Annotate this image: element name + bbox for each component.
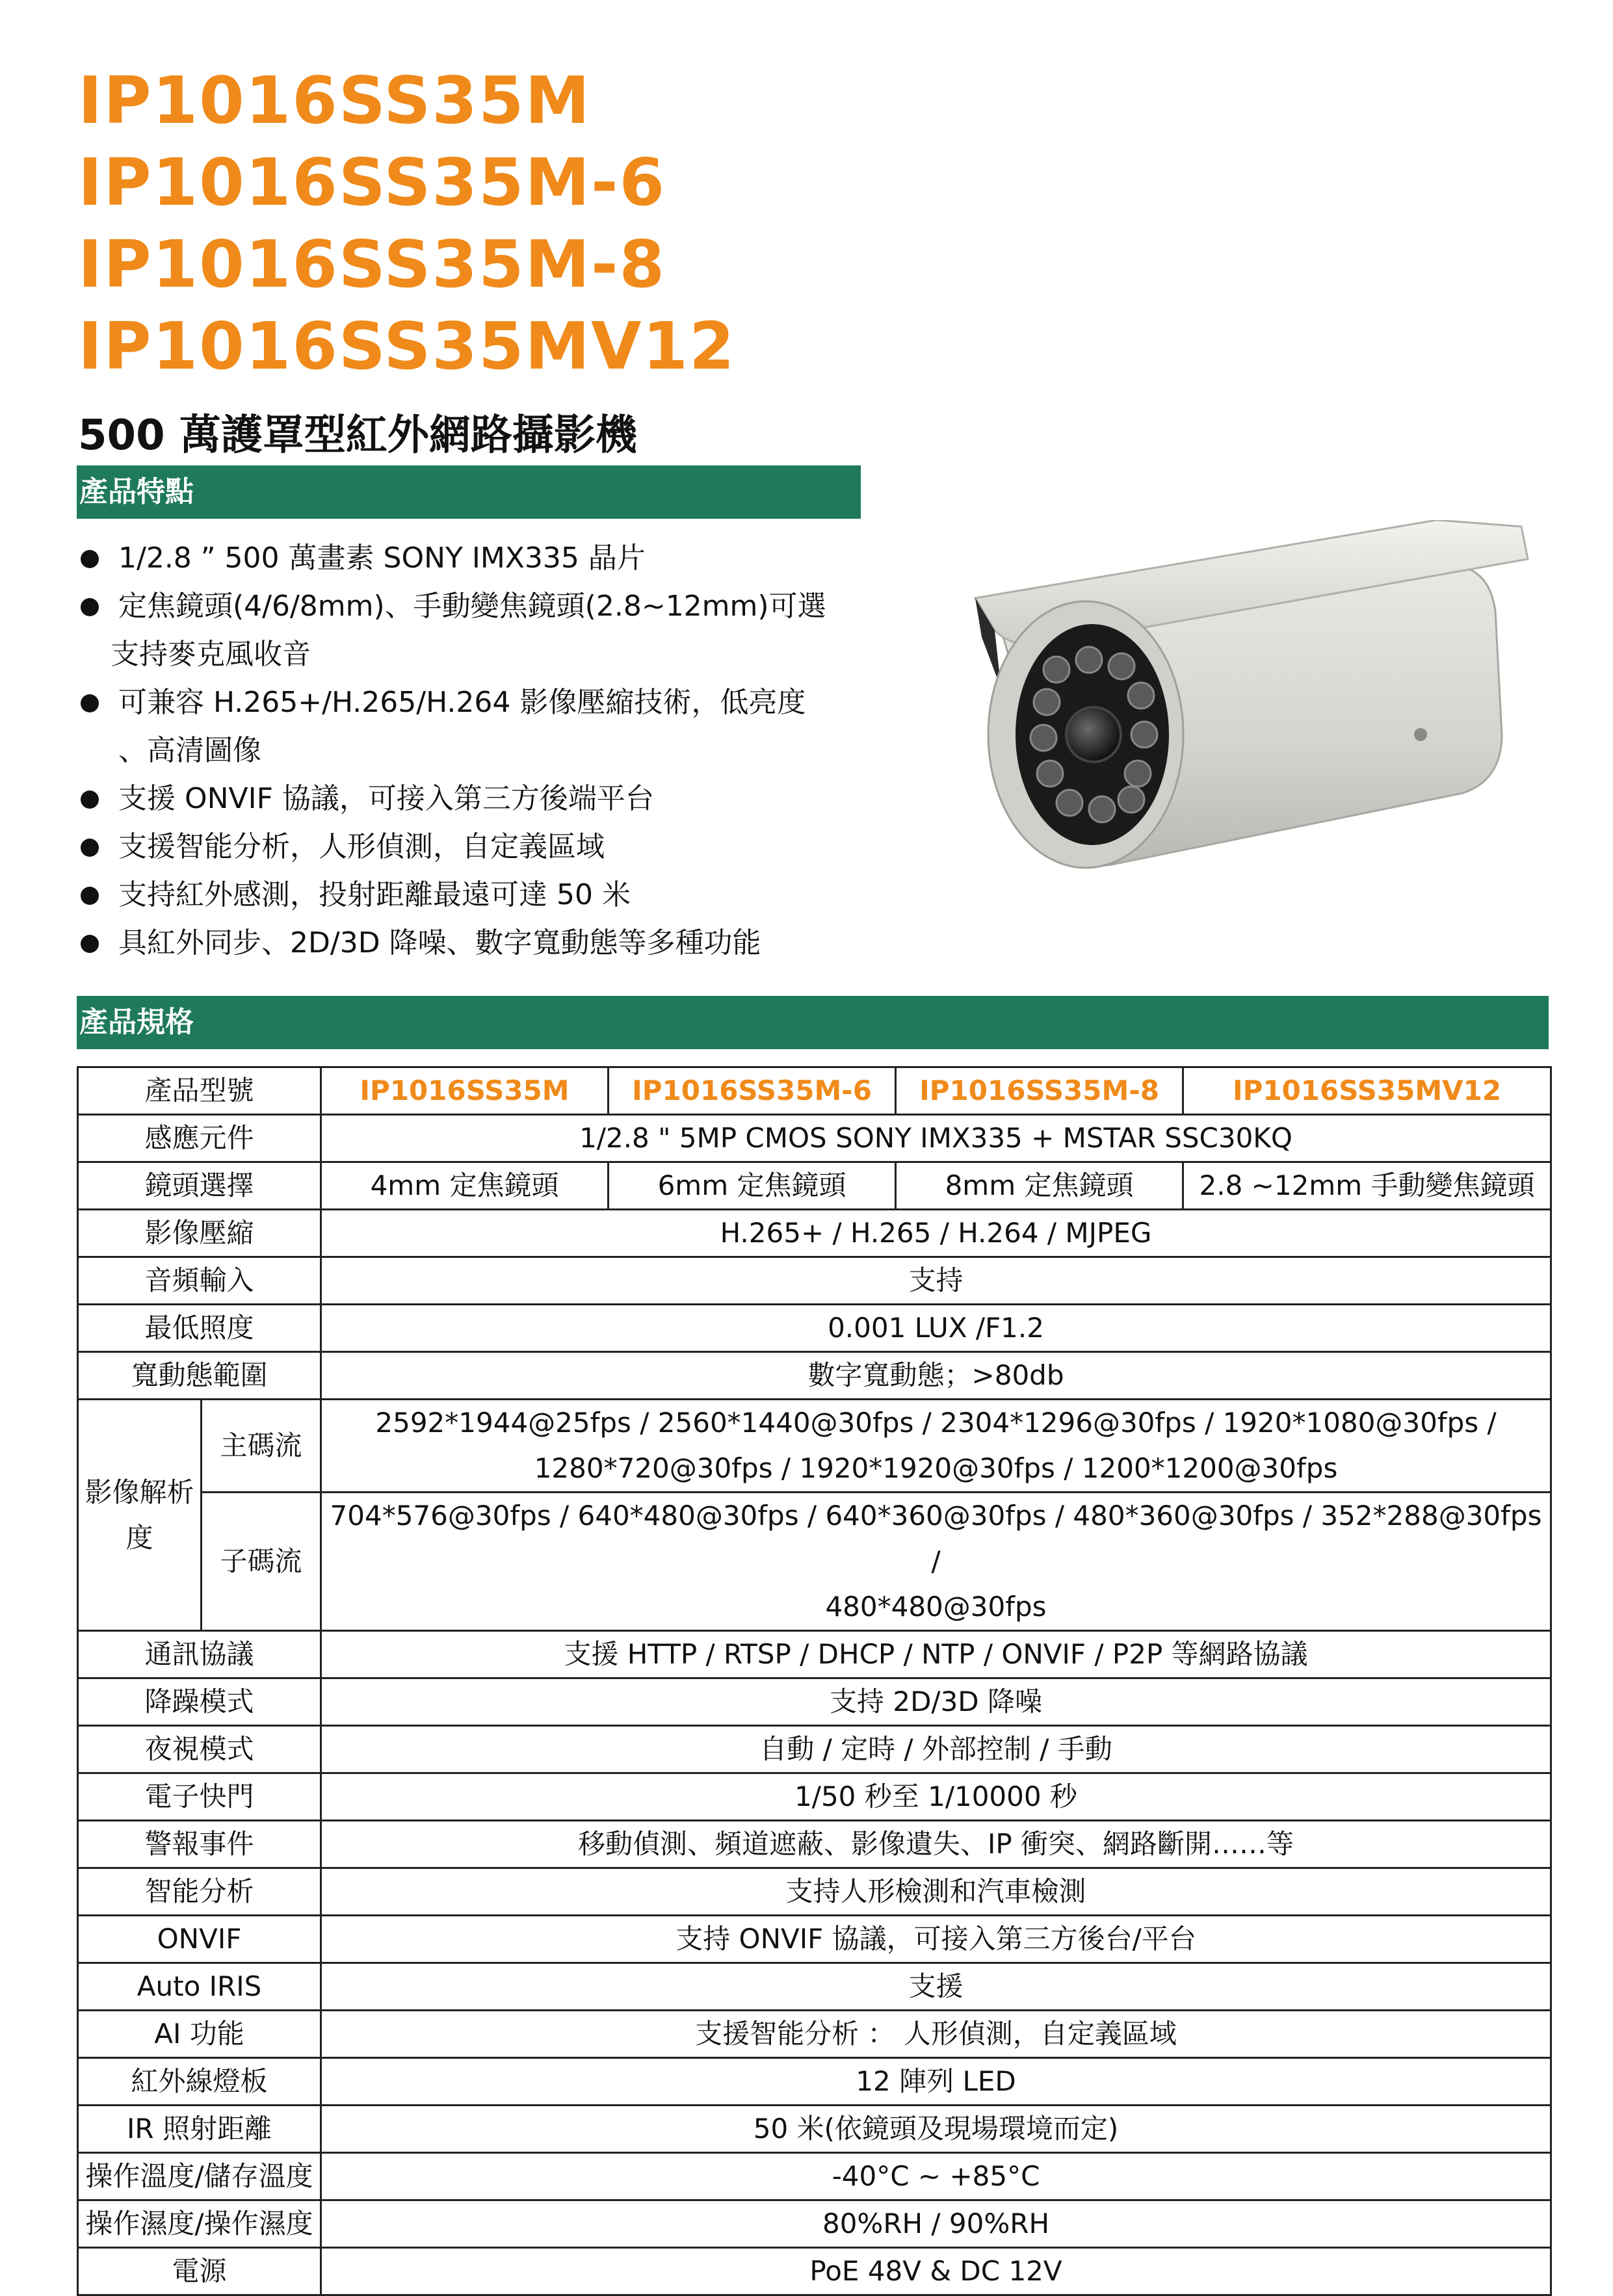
- table-row: [78, 1162, 1551, 1210]
- bullet-icon: [81, 790, 99, 809]
- table-row: [78, 1115, 1551, 1162]
- spec-label: 影像解析度: [78, 1400, 202, 1631]
- spec-value: [321, 1400, 1551, 1493]
- feature-item: 具紅外同步、2D/3D 降噪、數字寬動態等多種功能: [78, 919, 923, 967]
- spec-label: 最低照度: [78, 1305, 321, 1352]
- feature-item-continuation: 、高清圖像: [118, 734, 261, 767]
- bullet-icon: [81, 598, 99, 616]
- spec-value: 支援 HTTP / RTSP / DHCP / NTP / ONVIF / P2P 等網路協議: [321, 1631, 1551, 1678]
- table-row: [78, 1821, 1551, 1868]
- table-row: [78, 1773, 1551, 1821]
- table-row: [78, 1257, 1551, 1305]
- product-subtitle: 500 萬護罩型紅外網路攝影機: [78, 411, 637, 460]
- spec-label: AI 功能: [78, 2011, 321, 2058]
- spec-value: 8mm 定焦鏡頭: [896, 1162, 1183, 1210]
- spec-value: 4mm 定焦鏡頭: [321, 1162, 609, 1210]
- model-title: IP1016SS35M-8: [78, 226, 666, 302]
- feature-item: 支援 ONVIF 協議，可接入第三方後端平台: [78, 775, 923, 823]
- spec-value: [321, 1493, 1551, 1631]
- sub-stream-line: 480*480@30fps: [825, 1591, 1047, 1623]
- spec-value: 自動 / 定時 / 外部控制 / 手動: [321, 1726, 1551, 1773]
- spec-label: IR 照射距離: [78, 2106, 321, 2153]
- features-header: 產品特點: [77, 465, 861, 519]
- model-cell: IP1016SS35M-6: [609, 1067, 896, 1115]
- spec-value: 支持: [321, 1257, 1551, 1305]
- spec-label: 電子快門: [78, 1773, 321, 1821]
- features-list: [78, 534, 923, 967]
- spec-label: 電源: [78, 2248, 321, 2295]
- table-row: [78, 1210, 1551, 1257]
- spec-label: Auto IRIS: [78, 1963, 321, 2011]
- spec-label: 警報事件: [78, 1821, 321, 1868]
- table-row: [78, 2058, 1551, 2106]
- spec-label: 操作溫度/儲存溫度: [78, 2153, 321, 2200]
- spec-value: 2.8 ~12mm 手動變焦鏡頭: [1183, 1162, 1551, 1210]
- spec-value: 12 陣列 LED: [321, 2058, 1551, 2106]
- spec-label: 鏡頭選擇: [78, 1162, 321, 1210]
- table-row: [78, 1067, 1551, 1115]
- spec-value: 1/2.8 " 5MP CMOS SONY IMX335 + MSTAR SSC30KQ: [321, 1115, 1551, 1162]
- spec-value: 6mm 定焦鏡頭: [609, 1162, 896, 1210]
- spec-label: ONVIF: [78, 1916, 321, 1963]
- spec-label: 夜視模式: [78, 1726, 321, 1773]
- bullet-icon: [81, 550, 99, 568]
- spec-value: -40°C ~ +85°C: [321, 2153, 1551, 2200]
- table-row: [78, 2011, 1551, 2058]
- spec-label: 音頻輸入: [78, 1257, 321, 1305]
- table-row: [78, 1868, 1551, 1916]
- spec-label: 操作濕度/操作濕度: [78, 2200, 321, 2248]
- feature-item: 定焦鏡頭(4/6/8mm)、手動變焦鏡頭(2.8~12mm)可選: [78, 582, 923, 631]
- main-stream-line: 2592*1944@25fps / 2560*1440@30fps / 2304*1296@30fps / 1920*1080@30fps /: [375, 1407, 1497, 1439]
- table-row: [78, 1400, 1551, 1493]
- main-stream-line: 1280*720@30fps / 1920*1920@30fps / 1200*1200@30fps: [534, 1452, 1338, 1484]
- table-row: [78, 2248, 1551, 2295]
- spec-value: 支持人形檢測和汽車檢測: [321, 1868, 1551, 1916]
- table-row: [78, 1678, 1551, 1726]
- feature-item: 支援智能分析，人形偵測，自定義區域: [78, 823, 923, 871]
- table-row: [78, 1305, 1551, 1352]
- bullet-icon: [81, 694, 99, 712]
- table-row: [78, 1631, 1551, 1678]
- spec-label: 智能分析: [78, 1868, 321, 1916]
- bullet-icon: [81, 887, 99, 905]
- bullet-icon: [81, 839, 99, 857]
- spec-value: 支援: [321, 1963, 1551, 2011]
- model-cell: IP1016SS35M: [321, 1067, 609, 1115]
- specs-header: 產品規格: [77, 996, 1549, 1049]
- spec-label: 降躁模式: [78, 1678, 321, 1726]
- spec-value: 支持 2D/3D 降噪: [321, 1678, 1551, 1726]
- table-row: [78, 1916, 1551, 1963]
- table-row: [78, 2106, 1551, 2153]
- spec-value: 0.001 LUX /F1.2: [321, 1305, 1551, 1352]
- spec-label: 寬動態範圍: [78, 1352, 321, 1400]
- spec-value: H.265+ / H.265 / H.264 / MJPEG: [321, 1210, 1551, 1257]
- spec-sublabel: 主碼流: [202, 1400, 321, 1493]
- model-cell: IP1016SS35M-8: [896, 1067, 1183, 1115]
- spec-label: 紅外線燈板: [78, 2058, 321, 2106]
- table-row: [78, 1963, 1551, 2011]
- table-row: [78, 2200, 1551, 2248]
- spec-value: 50 米(依鏡頭及現場環境而定): [321, 2106, 1551, 2153]
- spec-table: [77, 1066, 1552, 2296]
- table-row: [78, 1352, 1551, 1400]
- model-title: IP1016SS35M: [78, 62, 592, 138]
- spec-label: 產品型號: [78, 1067, 321, 1115]
- feature-item-continuation: 支持麥克風收音: [111, 638, 311, 671]
- model-title: IP1016SS35M-6: [78, 144, 666, 220]
- spec-value: 支持 ONVIF 協議，可接入第三方後台/平台: [321, 1916, 1551, 1963]
- table-row: [78, 1726, 1551, 1773]
- spec-value: 1/50 秒至 1/10000 秒: [321, 1773, 1551, 1821]
- spec-sublabel: 子碼流: [202, 1493, 321, 1631]
- feature-item: 1/2.8 ” 500 萬畫素 SONY IMX335 晶片: [78, 534, 923, 582]
- table-row: [78, 2153, 1551, 2200]
- feature-item: 可兼容 H.265+/H.265/H.264 影像壓縮技術，低亮度: [78, 679, 923, 727]
- feature-item: 支持紅外感測，投射距離最遠可達 50 米: [78, 871, 923, 919]
- model-title: IP1016SS35MV12: [78, 308, 736, 384]
- sub-stream-line: 704*576@30fps / 640*480@30fps / 640*360@30fps / 480*360@30fps / 352*288@30fps /: [330, 1500, 1542, 1577]
- camera-product-image: [956, 520, 1541, 884]
- spec-value: 支援智能分析 ： 人形偵測，自定義區域: [321, 2011, 1551, 2058]
- model-cell: IP1016SS35MV12: [1183, 1067, 1551, 1115]
- spec-value: 移動偵測、頻道遮蔽、影像遺失、IP 衝突、網路斷開……等: [321, 1821, 1551, 1868]
- spec-value: PoE 48V & DC 12V: [321, 2248, 1551, 2295]
- spec-label: 通訊協議: [78, 1631, 321, 1678]
- spec-value: 數字寬動態；>80db: [321, 1352, 1551, 1400]
- table-row: [78, 1493, 1551, 1631]
- spec-label: 感應元件: [78, 1115, 321, 1162]
- bullet-icon: [81, 935, 99, 953]
- spec-label: 影像壓縮: [78, 1210, 321, 1257]
- spec-value: 80%RH / 90%RH: [321, 2200, 1551, 2248]
- model-title-block: [78, 60, 736, 387]
